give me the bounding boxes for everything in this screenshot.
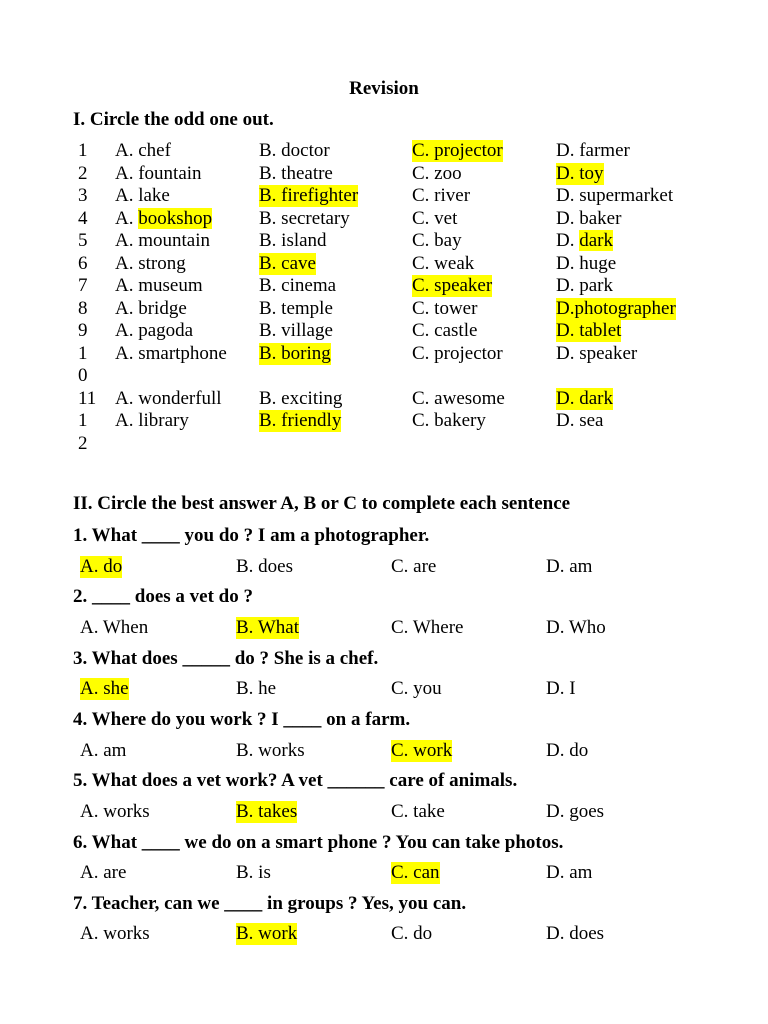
table-row — [78, 208, 698, 231]
row-number: 10 — [78, 342, 88, 386]
answer-c[interactable]: C. do — [391, 923, 433, 944]
option-a[interactable]: A. chef — [115, 140, 171, 161]
answer-d[interactable]: D. am — [546, 556, 593, 577]
answer-c-highlighted[interactable]: C. can — [391, 862, 440, 883]
option-c-highlighted[interactable]: C. speaker — [412, 275, 493, 296]
option-d[interactable]: D. speaker — [556, 342, 638, 364]
answer-row — [80, 617, 700, 641]
option-a-prefix: A. — [115, 207, 139, 229]
option-a[interactable]: A. pagoda — [115, 320, 194, 341]
table-row — [78, 298, 698, 321]
row-number: 12 — [78, 410, 88, 454]
row-number: 4 — [78, 207, 88, 229]
option-a[interactable]: A. mountain — [115, 230, 210, 251]
option-c[interactable]: C. projector — [412, 342, 503, 364]
answer-c[interactable]: C. take — [391, 801, 445, 822]
answer-b[interactable]: B. he — [236, 678, 277, 699]
answer-d[interactable]: D. does — [546, 923, 605, 944]
answer-b-highlighted[interactable]: B. work — [236, 923, 298, 944]
answer-a[interactable]: A. works — [80, 801, 150, 822]
odd-one-out-table — [78, 140, 698, 455]
option-a[interactable]: A. strong — [115, 252, 186, 274]
page-title: Revision — [349, 78, 419, 99]
table-row — [78, 410, 698, 455]
option-c[interactable]: C. awesome — [412, 387, 505, 409]
question-text: 5. What does a vet work? A vet ______ care of animals. — [73, 770, 518, 791]
answer-c-highlighted[interactable]: C. work — [391, 740, 453, 761]
option-d-prefix: D. — [556, 230, 580, 251]
option-d-highlighted[interactable]: D.photographer — [556, 297, 676, 319]
option-d-word-highlighted: dark — [579, 230, 613, 251]
answer-a[interactable]: A. works — [80, 923, 150, 944]
question-text: 7. Teacher, can we ____ in groups ? Yes, you can. — [73, 893, 467, 914]
option-a[interactable]: A. lake — [115, 185, 170, 206]
question-text: 1. What ____ you do ? I am a photographer. — [73, 525, 430, 546]
answer-row — [80, 862, 700, 886]
answer-d[interactable]: D. Who — [546, 617, 606, 638]
option-b[interactable]: B. temple — [259, 297, 333, 319]
option-d[interactable]: D. sea — [556, 410, 604, 431]
section-1-heading: I. Circle the odd one out. — [73, 109, 274, 130]
answer-d[interactable]: D. I — [546, 678, 576, 699]
answer-row — [80, 556, 700, 580]
section-2-heading: II. Circle the best answer A, B or C to complete each sentence — [73, 493, 571, 514]
answer-c[interactable]: C. are — [391, 556, 437, 577]
row-number: 6 — [78, 252, 88, 274]
answer-row — [80, 678, 700, 702]
answer-row — [80, 923, 700, 947]
option-a[interactable]: A. wonderfull — [115, 387, 222, 409]
option-b-highlighted[interactable]: B. firefighter — [259, 185, 359, 206]
option-b[interactable]: B. island — [259, 230, 327, 251]
option-a-word-highlighted: bookshop — [138, 207, 213, 229]
option-c[interactable]: C. castle — [412, 320, 478, 341]
answer-row — [80, 740, 700, 764]
option-c[interactable]: C. zoo — [412, 162, 462, 184]
question-text: 3. What does _____ do ? She is a chef. — [73, 648, 379, 669]
option-a[interactable]: A. bridge — [115, 297, 187, 319]
option-d[interactable]: D. supermarket — [556, 185, 674, 206]
row-number: 1 — [78, 140, 88, 161]
answer-d[interactable]: D. am — [546, 862, 593, 883]
answer-d[interactable]: D. goes — [546, 801, 605, 822]
row-number: 2 — [78, 162, 88, 184]
row-number: 9 — [78, 320, 88, 341]
option-a[interactable]: A. museum — [115, 275, 203, 296]
answer-a-highlighted[interactable]: A. do — [80, 556, 123, 577]
answer-a[interactable]: A. am — [80, 740, 127, 761]
option-d[interactable] — [556, 230, 613, 252]
row-number: 5 — [78, 230, 88, 251]
option-b-highlighted[interactable]: B. boring — [259, 342, 331, 364]
option-d-highlighted[interactable]: D. toy — [556, 162, 604, 184]
table-row — [78, 275, 698, 298]
option-a[interactable]: A. smartphone — [115, 342, 227, 364]
table-row — [78, 140, 698, 163]
answer-b[interactable]: B. works — [236, 740, 305, 761]
answer-b[interactable]: B. is — [236, 862, 271, 883]
table-row — [78, 230, 698, 253]
table-row — [78, 185, 698, 208]
row-number: 11 — [78, 387, 97, 409]
answer-d[interactable]: D. do — [546, 740, 589, 761]
option-b[interactable]: B. doctor — [259, 140, 330, 161]
answer-row — [80, 801, 700, 825]
answer-b[interactable]: B. does — [236, 556, 293, 577]
question-text: 4. Where do you work ? I ____ on a farm. — [73, 709, 411, 730]
option-b[interactable]: B. theatre — [259, 162, 333, 184]
table-row — [78, 163, 698, 186]
row-number: 7 — [78, 275, 88, 296]
option-c[interactable]: C. bay — [412, 230, 462, 251]
answer-a[interactable]: A. When — [80, 617, 149, 638]
option-a[interactable] — [115, 208, 212, 230]
option-b-highlighted[interactable]: B. friendly — [259, 410, 342, 431]
table-row — [78, 343, 698, 388]
option-b-highlighted[interactable]: B. cave — [259, 252, 316, 274]
option-d[interactable]: D. park — [556, 275, 613, 296]
answer-c[interactable]: C. Where — [391, 617, 464, 638]
answer-b-highlighted[interactable]: B. takes — [236, 801, 298, 822]
option-d[interactable]: D. farmer — [556, 140, 630, 161]
option-d[interactable]: D. huge — [556, 252, 617, 274]
option-d-highlighted[interactable]: D. tablet — [556, 320, 622, 341]
option-c-highlighted[interactable]: C. projector — [412, 140, 503, 161]
table-row — [78, 253, 698, 276]
row-number: 8 — [78, 297, 88, 319]
answer-a-highlighted[interactable]: A. she — [80, 678, 129, 699]
option-d-highlighted[interactable]: D. dark — [556, 387, 613, 409]
option-b[interactable]: B. village — [259, 320, 333, 341]
question-text: 2. ____ does a vet do ? — [73, 586, 253, 607]
option-b[interactable]: B. exciting — [259, 387, 343, 409]
question-text: 6. What ____ we do on a smart phone ? You can take photos. — [73, 832, 564, 853]
option-c[interactable]: C. weak — [412, 252, 475, 274]
row-number: 3 — [78, 185, 88, 206]
option-d[interactable]: D. baker — [556, 207, 622, 229]
option-c[interactable]: C. vet — [412, 207, 458, 229]
table-row — [78, 320, 698, 343]
option-a[interactable]: A. fountain — [115, 162, 202, 184]
answer-a[interactable]: A. are — [80, 862, 127, 883]
option-c[interactable]: C. bakery — [412, 410, 486, 431]
option-a[interactable]: A. library — [115, 410, 189, 431]
option-b[interactable]: B. secretary — [259, 207, 350, 229]
option-c[interactable]: C. river — [412, 185, 471, 206]
option-c[interactable]: C. tower — [412, 297, 478, 319]
answer-b-highlighted[interactable]: B. What — [236, 617, 299, 638]
option-b[interactable]: B. cinema — [259, 275, 337, 296]
table-row — [78, 388, 698, 411]
answer-c[interactable]: C. you — [391, 678, 442, 699]
